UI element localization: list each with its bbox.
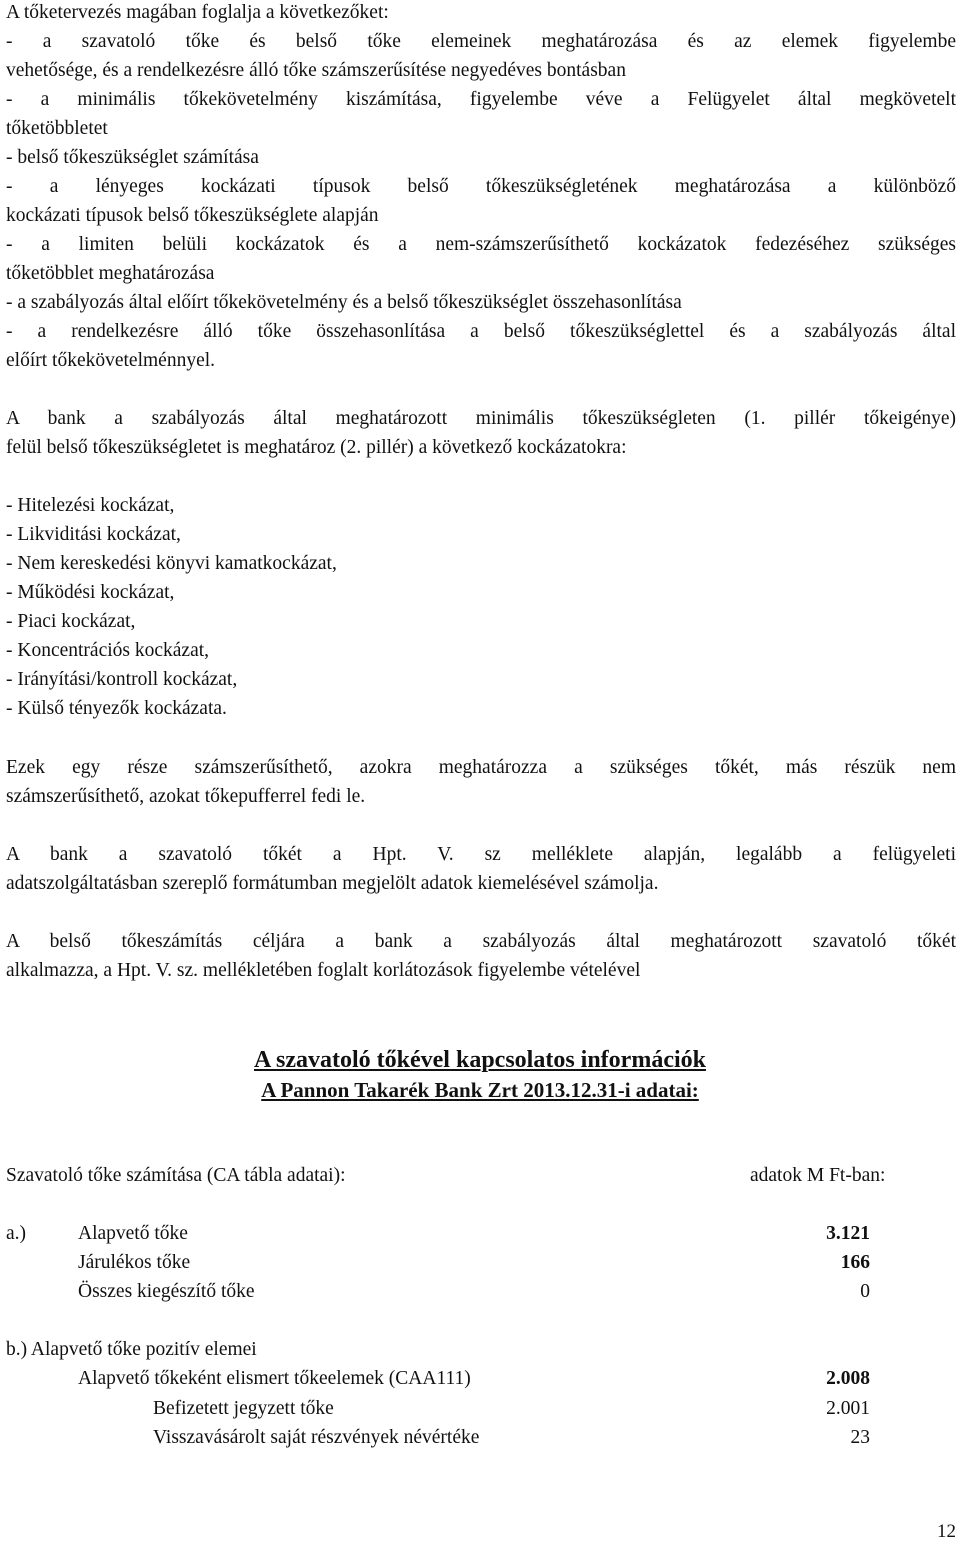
section-title: A szavatoló tőkével kapcsolatos információk [254,1047,706,1073]
intro-item-5-line-1: - a limiten belüli kockázatok és a nem-számszerűsíthető kockázatok fedezéséhez szükséges [6,234,956,255]
row-label: Járulékos tőke [78,1252,191,1273]
risk-item: - Likviditási kockázat, [6,524,181,545]
row-value: 23 [850,1427,870,1448]
risk-item: - Működési kockázat, [6,582,175,603]
row-label: Befizetett jegyzett tőke [153,1398,334,1419]
risk-item: - Nem kereskedési könyvi kamatkockázat, [6,553,337,574]
row-label: Összes kiegészítő tőke [78,1281,255,1302]
row-label: Alapvető tőke [78,1223,188,1244]
intro-item-6: - a szabályozás által előírt tőkekövetelmény és a belső tőkeszükséglet összehasonlítása [6,292,682,313]
table-header-right: adatok M Ft-ban: [750,1165,886,1186]
row-value: 2.001 [826,1398,870,1419]
risk-item: - Koncentrációs kockázat, [6,640,210,661]
table-row [78,1282,870,1302]
para2-line-2: számszerűsíthető, azokat tőkepufferrel fedi le. [6,786,366,807]
risk-item: - Külső tényezők kockázata. [6,698,227,719]
table-row [78,1399,870,1419]
row-value: 3.121 [826,1223,870,1244]
risk-item: - Piaci kockázat, [6,611,136,632]
table-row [78,1224,870,1244]
intro-item-2-line-1: - a minimális tőkekövetelmény kiszámítása, figyelembe véve a Felügyelet által megkövetelt [6,89,956,110]
intro-item-1-line-1: - a szavatoló tőke és belső tőke elemeinek meghatározása és az elemek figyelembe [6,31,956,52]
intro-item-3: - belső tőkeszükséglet számítása [6,147,259,168]
para1-line-1: A bank a szabályozás által meghatározott minimális tőkeszükségleten (1. pillér tőkeigénye) [6,408,956,429]
table-row [78,1428,870,1448]
table-row [78,1369,870,1389]
row-value: 2.008 [826,1368,870,1389]
table-row [78,1253,870,1273]
page-number: 12 [937,1521,956,1542]
intro-item-7-line-2: előírt tőkekövetelménnyel. [6,350,216,371]
intro-item-4-line-2: kockázati típusok belső tőkeszükséglete alapján [6,205,379,226]
para3-line-2: adatszolgáltatásban szereplő formátumban megjelölt adatok kiemelésével számolja. [6,873,659,894]
para4-line-1: A belső tőkeszámítás céljára a bank a szabályozás által meghatározott szavatoló tőkét [6,931,956,952]
table-header-left: Szavatoló tőke számítása (CA tábla adatai): [6,1165,346,1186]
intro-item-1-line-2: vehetősége, és a rendelkezésre álló tőke számszerűsítése negyedéves bontásban [6,60,626,81]
risk-item: - Hitelezési kockázat, [6,495,175,516]
intro-item-7-line-1: - a rendelkezésre álló tőke összehasonlítása a belső tőkeszükséglettel és a szabályozás által [6,321,956,342]
intro-item-2-line-2: tőketöbbletet [6,118,108,139]
section-subtitle: A Pannon Takarék Bank Zrt 2013.12.31-i adatai: [261,1078,699,1102]
risk-item: - Irányítási/kontroll kockázat, [6,669,238,690]
section-a-label: a.) [6,1223,27,1244]
row-value: 166 [840,1252,870,1273]
para2-line-1: Ezek egy része számszerűsíthető, azokra meghatározza a szükséges tőkét, más részük nem [6,757,956,778]
section-b-label: b.) Alapvető tőke pozitív elemei [6,1339,257,1360]
row-label: Visszavásárolt saját részvények névértéke [153,1427,480,1448]
para4-line-2: alkalmazza, a Hpt. V. sz. mellékletében foglalt korlátozások figyelembe vételével [6,960,641,981]
intro-item-4-line-1: - a lényeges kockázati típusok belső tőkeszükségletének meghatározása a különböző [6,176,956,197]
intro-item-5-line-2: tőketöbblet meghatározása [6,263,215,284]
intro-heading: A tőketervezés magában foglalja a következőket: [6,2,389,23]
para1-line-2: felül belső tőkeszükségletet is meghatároz (2. pillér) a következő kockázatokra: [6,437,627,458]
para3-line-1: A bank a szavatoló tőkét a Hpt. V. sz melléklete alapján, legalább a felügyeleti [6,844,956,865]
row-value: 0 [860,1281,870,1302]
row-label: Alapvető tőkeként elismert tőkeelemek (CAA111) [78,1368,471,1389]
